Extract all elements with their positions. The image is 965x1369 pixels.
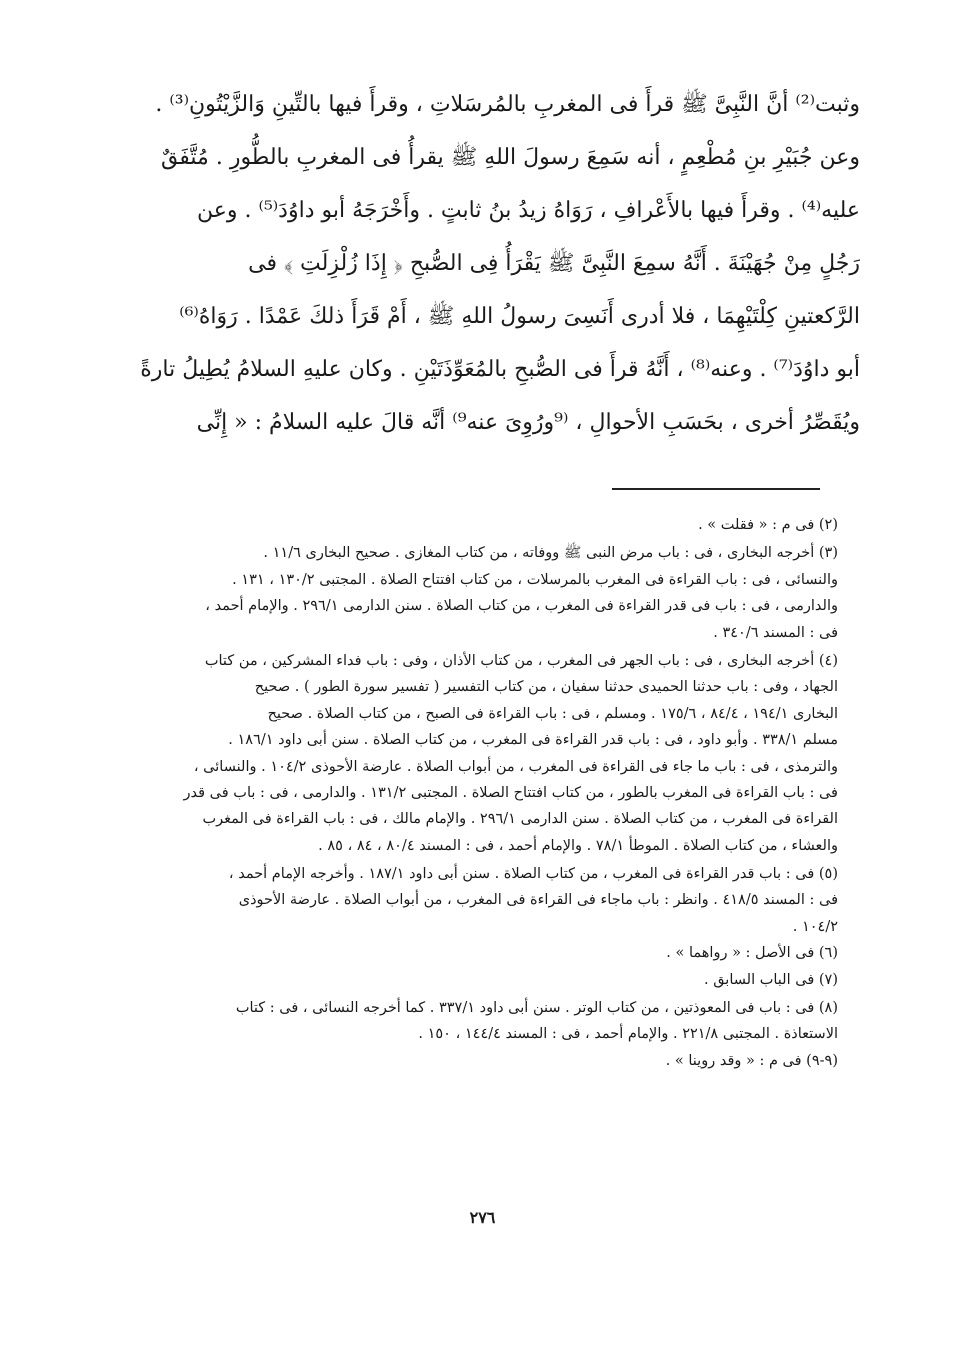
footnote-4 <box>158 648 838 859</box>
footnotes <box>158 512 838 1074</box>
footnote-line: (٣) أخرجه البخارى ، فى : باب مرض النبى ﷺ ووفاته ، من كتاب المغازى . صحيح البخارى ١١/٦ . <box>263 545 838 562</box>
footnote-line: الجهاد ، وفى : باب حدثنا الحميدى حدثنا سفيان ، من كتاب التفسير ( تفسير سورة الطور ) . صحيح <box>254 679 838 696</box>
main-text-line: عليه⁽⁴⁾ . وقرأَ فيها بالأَعْرافِ ، رَوَاهُ زيدُ بنُ ثابتٍ . وأَخْرَجَهُ أبو داوُدَ⁽⁵⁾ . وعن <box>197 198 860 223</box>
main-text <box>118 78 860 449</box>
main-text-line: رَجُلٍ مِنْ جُهَيْنَةَ . أَنَّهُ سمِعَ النَّبِىَّ ﷺ يَقْرَأُ فِى الصُّبحِ ﴿ إِذَا زُلْزِلَتِ ﴾ فى <box>248 251 860 276</box>
footnote-line: (٤) أخرجه البخارى ، فى : باب الجهر فى المغرب ، من كتاب الأذان ، وفى : باب فداء المشركين ، من كتاب <box>204 652 838 669</box>
footnote-8 <box>158 995 838 1048</box>
footnote-line: (٧) فى الباب السابق . <box>703 971 838 988</box>
footnote-line: (٩-٩) فى م : « وقد روينا » . <box>665 1052 838 1069</box>
footnote-5 <box>158 861 838 940</box>
footnote-line: (٨) فى : باب فى المعوذتين ، من كتاب الوتر . سنن أبى داود ٣٣٧/١ . كما أخرجه النسائى ، فى : كتاب <box>235 1000 838 1017</box>
footnote-line: (٢) فى م : « فقلت » . <box>698 517 838 533</box>
footnote-2 <box>158 512 838 538</box>
footnote-6 <box>158 940 838 966</box>
footnote-line: والنسائى ، فى : باب القراءة فى المغرب بالمرسلات ، من كتاب افتتاح الصلاة . المجتبى ١٣٠/٢ ، ١٣١ . <box>232 571 838 588</box>
footnote-line: والدارمى ، فى : باب فى قدر القراءة فى المغرب ، من كتاب الصلاة . سنن الدارمى ٢٩٦/١ . والإمام أحمد ، <box>205 598 838 615</box>
footnote-line: والعشاء ، من كتاب الصلاة . الموطأ ٧٨/١ . والإمام أحمد ، فى : المسند ٨٠/٤ ، ٨٤ ، ٨٥ . <box>318 837 838 854</box>
footnote-line: فى : المسند ٤١٨/٥ . وانظر : باب ماجاء فى القراءة فى المغرب ، من أبواب الصلاة . عارضة الأحوذى <box>238 892 838 909</box>
footnote-7 <box>158 967 838 993</box>
footnote-3 <box>158 540 838 646</box>
main-text-line: وثبت⁽²⁾ أنَّ النَّبِىَّ ﷺ قرأَ فى المغربِ بالمُرسَلاتِ ، وقرأَ فيها بالتِّينِ وَالزَّيْتُونِ⁽³⁾ . <box>155 92 860 117</box>
footnote-line: (٦) فى الأصل : « رواهما » . <box>666 945 838 962</box>
footnote-line: فى : باب القراءة فى المغرب بالطور ، من كتاب افتتاح الصلاة . المجتبى ١٣١/٢ . والدارمى ، فى : باب فى قدر <box>183 784 838 801</box>
main-text-line: أبو داوُدَ⁽⁷⁾ . وعنه⁽⁸⁾ ، أَنَّهُ قرأَ فى الصُّبحِ بالمُعَوِّذَتَيْنِ . وكان عليهِ السلامُ يُطِيلُ تارةً <box>140 357 860 382</box>
main-text-line: ويُقَصِّرُ أخرى ، بحَسَبِ الأحوالِ ، ⁽⁹ورُوِىَ عنه⁹⁾ أنَّه قالَ عليه السلامُ : « إِنِّى <box>196 410 860 435</box>
footnote-line: مسلم ٣٣٨/١ . وأبو داود ، فى : باب قدر القراءة فى المغرب ، من كتاب الصلاة . سنن أبى داود ١٨٦/١ . <box>228 732 838 749</box>
footnote-separator <box>612 488 820 490</box>
footnote-line: القراءة فى المغرب ، من كتاب الصلاة . سنن الدارمى ٢٩٦/١ . والإمام مالك ، فى : باب القراءة فى المغرب <box>202 811 838 828</box>
footnote-line: البخارى ١٩٤/١ ، ٨٤/٤ ، ١٧٥/٦ . ومسلم ، فى : باب القراءة فى الصبح ، من كتاب الصلاة . صحيح <box>267 705 838 722</box>
main-text-line: الرَّكعتينِ كِلْتَيْهِمَا ، فلا أدرى أَنَسِىَ رسولُ اللهِ ﷺ ، أَمْ قَرَأَ ذلكَ عَمْدًا . رَوَاهُ⁽⁶⁾ <box>179 304 860 329</box>
main-text-line: وعن جُبَيْرِ بنِ مُطْعِمٍ ، أنه سَمِعَ رسولَ اللهِ ﷺ يقرأُ فى المغربِ بالطُّورِ . مُتَّفَقٌ <box>160 145 860 170</box>
footnote-line: الاستعاذة . المجتبى ٢٢١/٨ . والإمام أحمد ، فى : المسند ١٤٤/٤ ، ١٥٠ . <box>418 1026 838 1043</box>
footnote-line: (٥) فى : باب قدر القراءة فى المغرب ، من كتاب الصلاة . سنن أبى داود ١٨٧/١ . وأخرجه الإمام أحمد ، <box>228 866 838 883</box>
footnote-line: فى : المسند ٣٤٠/٦ . <box>713 624 838 641</box>
footnote-line: والترمذى ، فى : باب ما جاء فى القراءة فى المغرب ، من أبواب الصلاة . عارضة الأحوذى ١٠٤/٢ . والنسائى ، <box>193 758 838 775</box>
footnote-line: ١٠٤/٢ . <box>792 918 838 935</box>
footnote-9 <box>158 1048 838 1074</box>
page-number: ٢٧٦ <box>469 1208 496 1227</box>
